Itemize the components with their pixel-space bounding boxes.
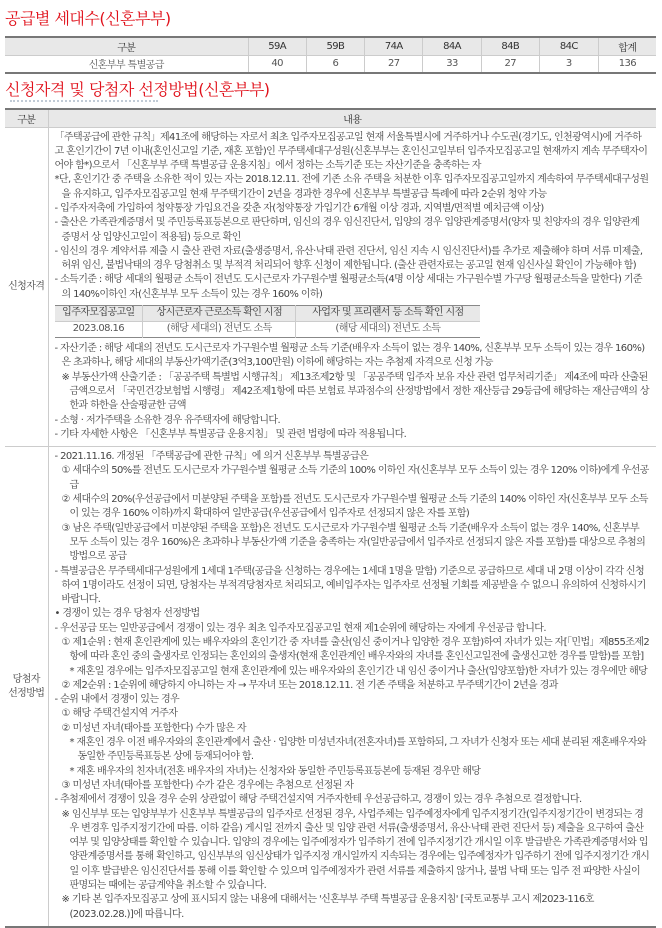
cell: 3 [539,55,598,73]
list-item: * 재혼 배우자의 친자녀(전혼 배우자의 자녀)는 신청자와 동일한 주민등록표등본에 등재된 경우만 해당 [69,765,481,777]
row-label [5,447,48,927]
list-item: ② 미성년 자녀(태아를 포함한다) 수가 많은 자 [61,722,246,734]
table-header-row [5,37,656,55]
list-item: - 기타 자세한 사항은 「신혼부부 특별공급 운용지침」 및 관련 법령에 따라 적용됩니다. [54,428,407,440]
clipped-subtitle-remnant [10,100,158,103]
table-row [5,55,656,73]
list-item: ③ 미성년 자녀(태아를 포함한다) 수가 같은 경우에는 추첨으로 선정된 자 [61,779,354,791]
list-item: ② 제2순위 : 1순위에 해당하지 아니하는 자 → 무자녀 또는 2018.12.11. 전 기존 주택을 처분하고 무주택기간이 2년을 경과 [61,679,558,691]
header-cell: 구분 [5,109,48,127]
list-item: ① 해당 주택건설지역 거주자 [61,708,178,720]
qualification-list [55,131,651,303]
list-item: * 재혼인 경우 이전 배우자와의 혼인관계에서 출산 · 입양한 미성년자녀(전혼자녀)를 포함하되, 그 자녀가 신청자 또는 세대 분리된 재혼배우자와 동일한 주민등록표등본 상에 등재되어야 함. [69,737,646,763]
list-item: - 소형 · 저가주택을 소유한 경우 유주택자에 해당합니다. [54,414,281,426]
list-item: - 임신의 경우 계약서류 제출 시 출산 관련 자료(출생증명서, 유산·낙태 관련 진단서, 임신 지속 시 임신진단서)를 추가로 제출해야 하며 서류 미제출, 허위 임신, 불법낙태의 경우 당첨취소 및 부적격 처리되어 향후 신청이 제한됩니다. (출산 관련자료는 공고일 현재 임신사실 확인이 가능해야 함) [54,245,643,272]
row-content [48,127,656,447]
section-title-supply: 공급별 세대수(신혼부부) [5,9,171,28]
selection-row [5,447,656,927]
cell: 2023.08.16 [55,322,143,338]
header-cell: 합계 [598,37,656,55]
header-cell: 84C [539,37,598,55]
list-item: *단, 혼인기간 중 주택을 소유한 적이 있는 자는 2018.12.11. 전에 기존 소유 주택을 처분한 이후 입주자모집공고일까지 계속하여 무주택세대구성원을 유지하고, 입주자모집공고일 현재 무주택기간이 2년을 경과한 경우에 신혼부부 특별공급 특례에 따라 2순위 청약 가능 [54,174,649,200]
header-cell: 사업자 및 프리랜서 등 소득 확인 시점 [296,306,480,322]
list-item: - 출산은 가족관계증명서 및 주민등록표등본으로 판단하며, 임신의 경우 임신진단서, 입양의 경우 입양관계증명서(양자 및 친양자의 경우 입양관계 증명서 상 입양신고일이 적용됨) 등으로 확인 [54,217,640,243]
income-check-table [55,305,480,338]
list-item: ※ 임신부부 또는 입양부부가 신혼부부 특별공급의 입주자로 선정된 경우, 사업주체는 입주예정자에게 입주지정기간(입주지정기간이 변경되는 경우 변경후 입주지정기간에 따름. 이하 같음) 게시일 전까지 출산 및 입양 관련 서류(출생증명서, 유산·낙태 관련 진단서 등) 제출을 요구하여 출산여부 및 입양상태를 확인할 수 있습니다. 입양의 경우에는 입주예정자가 입주하기 전에 입주지정기간 개시일 이후 발급받은 가족관계증명서와 입양관계증명서를 통해 확인하고, 임신부부의 임신상태가 입주지정 개시일까지 지속되는 경우에는 입주예정자가 입주하기 전에 입주지정기간 개시일 이후 발급받은 임신진단서를 통해 이를 확인할 수 있으며 입주예정자가 관련 서류를 제출하지 않거나, 불법 낙태 또는 입주 전 파양한 사실이 판명되는 때에는 공급계약을 취소할 수 있습니다. [61,808,650,892]
list-item: - 입주자저축에 가입하여 청약통장 가입요건을 갖춘 자(청약통장 가입기간 6개월 이상 경과, 지역별/면적별 예치금액 이상) [54,202,544,214]
list-item: 「주택공급에 관한 규칙」제41조에 해당하는 자로서 최초 입주자모집공고일 현재 서울특별시에 거주하거나 수도권(경기도, 인천광역시)에 거주하고 혼인기간이 7년 이내(혼인신고일 기준, 재혼 포함)인 무주택세대구성원(신혼부부는 혼인신고일부터 입주자모집공고일 현재까지 계속 무주택자이어야 함*)으로서 「신혼부부 주택 특별공급 운용지침」에서 정하는 소득기준 또는 자산기준을 충족하는 자 [54,131,648,172]
header-cell: 입주자모집공고일 [55,306,143,322]
label-line: 당첨자 [12,673,40,685]
list-item: ① 세대수의 50%를 전년도 도시근로자 가구원수별 월평균 소득 기준의 100% 이하인 자(신혼부부 모두 소득이 있는 경우 120% 이하)에게 우선공급 [61,465,649,491]
qualification-table [5,108,656,928]
qualification-row [5,127,656,447]
list-item: - 우선공급 또는 일반공급에서 경쟁이 있는 경우 최초 입주자모집공고일 현재 제1순위에 해당하는 자에게 우선공급 합니다. [54,622,546,634]
list-item: - 특별공급은 무주택세대구성원에게 1세대 1주택(공급을 신청하는 경우에는 1세대 1명을 말함) 기준으로 공급하므로 세대 내 2명 이상이 각각 신청하여 1명이라도 선정이 되면, 당첨자는 부적격당첨자로 처리되고, 예비입주자는 입주자로 선정될 기회를 제공받을 수 없으니 유의하여 신청하시기 바랍니다. [54,565,646,606]
qualification-list-continued [55,342,651,442]
list-item: - 소득기준 : 해당 세대의 월평균 소득이 전년도 도시근로자 가구원수별 월평균소득(4명 이상 세대는 가구원수별 가구당 월평균소득을 말한다) 기준의 140%이하인 자(신혼부부 모두 소득이 있는 경우 160% 이하) [54,274,642,300]
cell: (해당 세대의) 전년도 소득 [296,322,480,338]
list-item: ※ 부동산가액 산출기준 : 「공공주택 특별법 시행규칙」 제13조제2항 및 「공공주택 입주자 보유 자산 관련 업무처리기준」 제4조에 따라 산출된 금액으로서 「국민건강보험법 시행령」 제42조제1항에 따른 보험료 부과점수의 산정방법에서 정한 재산등급 29등급에 해당하는 재산금액의 상한과 하한을 산술평균한 금액 [61,371,649,412]
header-cell: 84B [481,37,539,55]
total-cell: 136 [598,55,656,73]
row-label: 신청자격 [5,127,48,447]
cell: 33 [423,55,481,73]
header-cell: 내용 [48,109,656,127]
table-header-row [55,306,480,322]
table-header-row [5,109,656,127]
cell: 40 [248,55,306,73]
cell: (해당 세대의) 전년도 소득 [143,322,296,338]
list-item: • 경쟁이 있는 경우 당첨자 선정방법 [54,608,200,620]
list-item: ※ 기타 본 입주자모집공고 상에 표시되지 않는 내용에 대해서는 '신혼부부 주택 특별공급 운용지침' [국토교통부 고시 제2023-116호(2023.02.28.)]에 따릅니다. [61,894,594,920]
section-title-qualification: 신청자격 및 당첨자 선정방법(신혼부부) [5,80,270,99]
row-content [48,447,656,927]
cell: 27 [481,55,539,73]
list-item: * 재혼일 경우에는 입주자모집공고일 현재 혼인관계에 있는 배우자와의 혼인기간 내 임신 중이거나 출산(입양포함)한 자녀가 있는 경우에만 해당 [69,665,648,677]
header-cell: 상시근로자 근로소득 확인 시점 [143,306,296,322]
row-label: 신혼부부 특별공급 [5,55,248,73]
cell: 27 [365,55,423,73]
table-row [55,322,480,338]
header-cell: 59B [306,37,364,55]
header-cell: 구분 [5,37,248,55]
cell: 6 [306,55,364,73]
label-line: 선정방법 [8,687,45,699]
list-item: ② 세대수의 20%(우선공급에서 미분양된 주택을 포함)를 전년도 도시근로자 가구원수별 월평균 소득 기준의 140% 이하인 자(신혼부부 모두 소득이 있는 경우 160% 이하)까지 확대하여 일반공급(우선공급에서 입주자로 선정되지 않은 자를 포함) [61,494,648,520]
supply-count-table [5,36,656,74]
list-item: - 자산기준 : 해당 세대의 전년도 도시근로자 가구원수별 월평균 소득 기준(배우자 소득이 없는 경우 140%, 신혼부부 모두 소득이 있는 경우 160%)은 초과하나, 해당 세대의 부동산가액기준(3억3,100만원) 이하에 해당하는 자는 추첨제 자격으로 신청 가능 [54,343,645,369]
selection-list [55,450,651,922]
list-item: - 추첨제에서 경쟁이 있을 경우 순위 상관없이 해당 주택건설지역 거주자한테 우선공급하고, 경쟁이 있는 경우 추첨으로 결정합니다. [54,794,582,806]
header-cell: 74A [365,37,423,55]
header-cell: 84A [423,37,481,55]
header-cell: 59A [248,37,306,55]
list-item: - 2021.11.16. 개정된 「주택공급에 관한 규칙」에 의거 신혼부부 특별공급은 [54,451,369,463]
list-item: - 순위 내에서 경쟁이 있는 경우 [54,694,180,706]
list-item: ③ 남은 주택(일반공급에서 미분양된 주택을 포함)은 전년도 도시근로자 가구원수별 월평균 소득 기준(배우자 소득이 없는 경우 140%, 신혼부부 모두 소득이 있는 경우 160%)은 초과하나 부동산가액 기준을 충족하는 자(일반공급에서 입주자로 선정되지 않은 자를 포함)를 대상으로 추첨의 방법으로 공급 [61,522,646,563]
list-item: ① 제1순위 : 현재 혼인관계에 있는 배우자와의 혼인기간 중 자녀를 출산(임신 중이거나 입양한 경우 포함)하여 자녀가 있는 자[「민법」제855조제2항에 따라 혼인 중의 출생자로 인정되는 혼인외의 출생자(현재 혼인관계인 배우자와의 자녀를 혼인신고일전에 출생신고한 경우를 말함)를 포함] [61,637,650,663]
